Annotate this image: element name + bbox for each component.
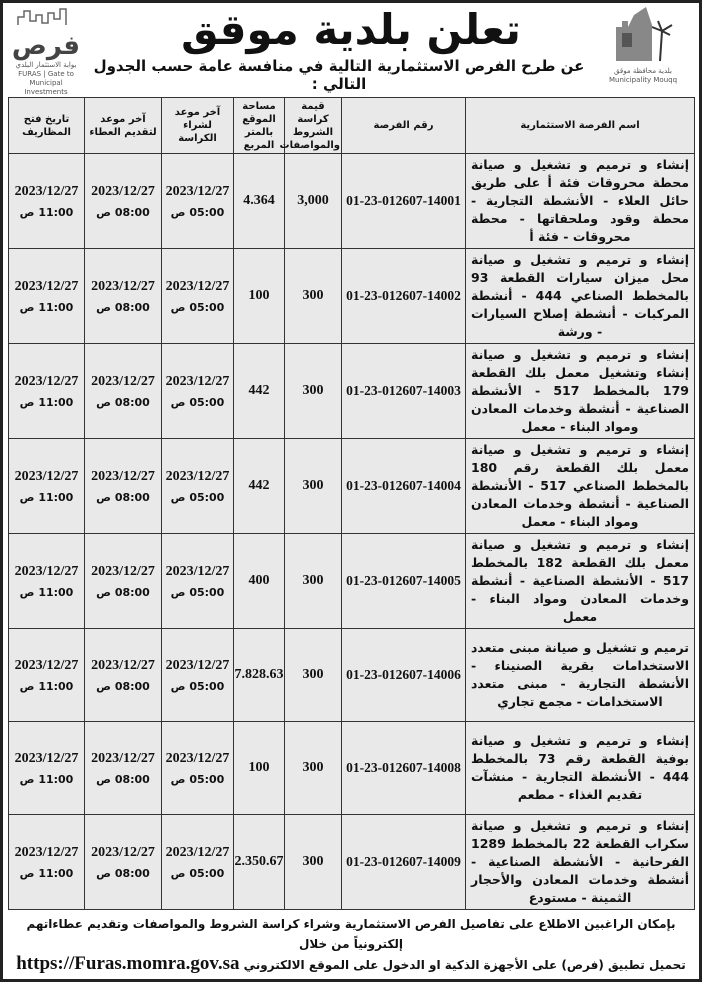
site-area: 100 (248, 760, 270, 775)
table-header-row (9, 98, 695, 154)
opportunity-name-cell (466, 249, 695, 344)
opening-date: 2023/12/27 (14, 468, 79, 484)
page-subtitle: عن طرح الفرص الاستثمارية التالية في منافسة عامة حسب الجدول التالي : (93, 57, 585, 93)
buy-deadline-cell (162, 249, 234, 344)
opportunity-name: إنشاء و ترميم و تشغيل و صيانة بوفية القطعة رقم 73 بالمخطط 444 - الأنشطة التجارية - منشآت تقديم الغذاء - مطعم (471, 733, 689, 802)
opportunity-number: 01-23-012607-14009 (346, 854, 461, 869)
municipality-logo-en: Municipality Mouqq (608, 76, 678, 84)
footer-line-1: بإمكان الراغبين الاطلاع على تفاصيل الفرص الاستثمارية وشراء كراسة الشروط والمواصفات وتقديم عطاءاتهم إلكترونياً من خلال (26, 917, 676, 951)
opening-date-cell (9, 534, 85, 629)
submit-deadline-date: 2023/12/27 (91, 563, 155, 579)
opening-time: 11:00 ص (19, 205, 74, 219)
opportunity-name-cell (466, 344, 695, 439)
opening-time: 11:00 ص (19, 300, 74, 314)
booklet-price: 300 (302, 573, 324, 588)
submit-deadline-time: 08:00 ص (96, 679, 150, 693)
buy-deadline-time: 05:00 ص (170, 300, 225, 314)
price-cell (285, 722, 342, 815)
opportunity-name: إنشاء و ترميم و تشغيل و صيانة محل ميزان سيارات القطعة 93 بالمخطط الصناعي 444 - أنشطة المركبات - أنشطة إصلاح السيارات - ورشة (471, 252, 689, 339)
opening-date: 2023/12/27 (14, 183, 79, 199)
opportunity-number: 01-23-012607-14004 (346, 478, 461, 493)
site-area: 4.364 (243, 193, 275, 208)
booklet-price: 300 (302, 288, 324, 303)
opening-time: 11:00 ص (19, 395, 74, 409)
submit-deadline-cell (85, 249, 162, 344)
site-area: 442 (248, 478, 270, 493)
submit-deadline-time: 08:00 ص (96, 205, 150, 219)
submit-deadline-time: 08:00 ص (96, 585, 150, 599)
price-cell (285, 439, 342, 534)
footer-line-2-text: تحميل تطبيق (فرص) على الأجهزة الذكية او الدخول على الموقع الالكتروني (243, 958, 686, 972)
opening-date-cell (9, 344, 85, 439)
buy-deadline-time: 05:00 ص (170, 395, 225, 409)
buy-deadline-date: 2023/12/27 (165, 468, 230, 484)
table-row (9, 439, 695, 534)
opening-date-cell (9, 439, 85, 534)
buy-deadline-time: 05:00 ص (170, 205, 225, 219)
site-area: 2.350.67 (234, 854, 284, 869)
opportunity-name-cell (466, 154, 695, 249)
page-header (3, 3, 699, 97)
submit-deadline-date: 2023/12/27 (91, 183, 155, 199)
opportunity-name: إنشاء و ترميم و تشغيل و صيانة إنشاء وتشغيل معمل بلك القطعة 179 بالمخطط 517 - الأنشطة الصناعية - أنشطة وخدمات المعادن ومواد البناء - معمل (471, 347, 689, 434)
table-row (9, 344, 695, 439)
municipality-logo (591, 5, 695, 93)
opening-date-cell (9, 815, 85, 910)
table-row (9, 249, 695, 344)
area-cell (234, 249, 285, 344)
price-cell (285, 154, 342, 249)
buy-deadline-date: 2023/12/27 (165, 373, 230, 389)
opportunity-name: ترميم و تشغيل و صيانة مبنى متعدد الاستخدامات بقرية الصنيناء - الأنشطة التجارية - مبنى متعدد الاستخدامات - مجمع تجاري (471, 640, 689, 709)
price-cell (285, 344, 342, 439)
opportunity-number: 01-23-012607-14003 (346, 383, 461, 398)
buy-deadline-date: 2023/12/27 (165, 750, 230, 766)
opening-date: 2023/12/27 (14, 278, 79, 294)
opportunity-number-cell (342, 344, 466, 439)
opportunity-number: 01-23-012607-14008 (346, 760, 461, 775)
buy-deadline-cell (162, 722, 234, 815)
price-cell (285, 629, 342, 722)
opportunity-name: إنشاء و ترميم و تشغيل و صيانة سكراب القطعة 22 بالمخطط 1289 الفرحانية - الأنشطة الصناعية - أنشطة وخدمات المعادن والأحجار الثمينة - مستودع (471, 818, 689, 905)
opening-date: 2023/12/27 (14, 750, 79, 766)
opportunity-number-cell (342, 249, 466, 344)
booklet-price: 300 (302, 667, 324, 682)
submit-deadline-time: 08:00 ص (96, 395, 150, 409)
submit-deadline-cell (85, 629, 162, 722)
table-row (9, 154, 695, 249)
opening-date-cell (9, 629, 85, 722)
opening-date: 2023/12/27 (14, 373, 79, 389)
opening-time: 11:00 ص (19, 585, 74, 599)
col-header-buy-deadline: آخر موعد لشراء الكراسة (162, 98, 234, 154)
price-cell (285, 249, 342, 344)
submit-deadline-date: 2023/12/27 (91, 278, 155, 294)
submit-deadline-time: 08:00 ص (96, 772, 150, 786)
furas-logo-en: FURAS | Gate to Municipal Investments (18, 70, 74, 96)
opportunity-name-cell (466, 629, 695, 722)
submit-deadline-cell (85, 815, 162, 910)
submit-deadline-date: 2023/12/27 (91, 750, 155, 766)
buy-deadline-time: 05:00 ص (170, 490, 225, 504)
area-cell (234, 534, 285, 629)
opening-time: 11:00 ص (19, 490, 74, 504)
site-area: 400 (248, 573, 270, 588)
page-title: تعلن بلدية موقق (181, 5, 521, 54)
opening-date: 2023/12/27 (14, 844, 79, 860)
col-header-area: مساحة الموقع بالمتر المربع (234, 98, 285, 154)
buy-deadline-date: 2023/12/27 (165, 657, 230, 673)
col-header-submit-deadline: آخر موعد لتقديم العطاء (85, 98, 162, 154)
opportunity-number-cell (342, 629, 466, 722)
booklet-price: 300 (302, 854, 324, 869)
opening-date-cell (9, 722, 85, 815)
submit-deadline-date: 2023/12/27 (91, 844, 155, 860)
opening-time: 11:00 ص (19, 866, 74, 880)
skyline-icon (16, 7, 76, 27)
opportunity-number: 01-23-012607-14002 (346, 288, 461, 303)
opening-time: 11:00 ص (19, 772, 74, 786)
buy-deadline-date: 2023/12/27 (165, 183, 230, 199)
opportunity-number: 01-23-012607-14005 (346, 573, 461, 588)
opportunity-number-cell (342, 154, 466, 249)
buy-deadline-time: 05:00 ص (170, 866, 225, 880)
opportunity-number: 01-23-012607-14001 (346, 193, 461, 208)
area-cell (234, 815, 285, 910)
booklet-price: 300 (302, 478, 324, 493)
buy-deadline-time: 05:00 ص (170, 585, 225, 599)
submit-deadline-date: 2023/12/27 (91, 657, 155, 673)
area-cell (234, 154, 285, 249)
booklet-price: 3,000 (297, 193, 329, 208)
submit-deadline-time: 08:00 ص (96, 490, 150, 504)
col-header-number: رقم الفرصة (342, 98, 466, 154)
site-area: 7.828.63 (234, 667, 284, 682)
opportunity-name-cell (466, 815, 695, 910)
opportunity-name-cell (466, 534, 695, 629)
opportunity-name: إنشاء و ترميم و تشغيل و صيانة معمل بلك القطعة رقم 180 بالمخطط الصناعي 517 - الأنشطة الصناعية - أنشطة وخدمات المعادن ومواد البناء - معمل (471, 442, 690, 529)
opportunity-number-cell (342, 534, 466, 629)
price-cell (285, 534, 342, 629)
castle-palm-emblem-icon (608, 5, 678, 63)
furas-website-link[interactable]: https://Furas.momra.gov.sa (16, 953, 240, 974)
buy-deadline-cell (162, 629, 234, 722)
buy-deadline-time: 05:00 ص (170, 679, 225, 693)
submit-deadline-cell (85, 154, 162, 249)
opportunity-name-cell (466, 439, 695, 534)
furas-logo-name: فرص (11, 31, 81, 61)
opening-date-cell (9, 249, 85, 344)
submit-deadline-cell (85, 722, 162, 815)
area-cell (234, 439, 285, 534)
opportunity-number: 01-23-012607-14006 (346, 667, 461, 682)
furas-logo (7, 7, 85, 96)
buy-deadline-date: 2023/12/27 (165, 844, 230, 860)
price-cell (285, 815, 342, 910)
footer-notice (3, 910, 699, 979)
opportunity-number-cell (342, 722, 466, 815)
col-header-price: قيمة كراسة الشروط والمواصفات (285, 98, 342, 154)
site-area: 100 (248, 288, 270, 303)
table-row (9, 722, 695, 815)
submit-deadline-cell (85, 439, 162, 534)
area-cell (234, 344, 285, 439)
opening-date: 2023/12/27 (14, 563, 79, 579)
opportunity-name-cell (466, 722, 695, 815)
opportunities-table (8, 97, 695, 910)
buy-deadline-time: 05:00 ص (170, 772, 225, 786)
submit-deadline-date: 2023/12/27 (91, 373, 155, 389)
col-header-opening-date: تاريخ فتح المظاريف (9, 98, 85, 154)
buy-deadline-date: 2023/12/27 (165, 278, 230, 294)
opportunity-name: إنشاء و ترميم و تشغيل و صيانة محطة محروقات فئة أ على طريق حائل العلاء - الأنشطة التجارية - محطة وقود وملحقاتها - محطة محروقات - فئة أ (471, 157, 689, 244)
buy-deadline-cell (162, 439, 234, 534)
area-cell (234, 629, 285, 722)
booklet-price: 300 (302, 760, 324, 775)
col-header-name: اسم الفرصة الاستثمارية (466, 98, 695, 154)
buy-deadline-cell (162, 534, 234, 629)
opening-date-cell (9, 154, 85, 249)
opportunity-number-cell (342, 439, 466, 534)
opening-date: 2023/12/27 (14, 657, 79, 673)
submit-deadline-time: 08:00 ص (96, 866, 150, 880)
buy-deadline-date: 2023/12/27 (165, 563, 230, 579)
booklet-price: 300 (302, 383, 324, 398)
buy-deadline-cell (162, 154, 234, 249)
table-row (9, 815, 695, 910)
buy-deadline-cell (162, 815, 234, 910)
submit-deadline-time: 08:00 ص (96, 300, 150, 314)
submit-deadline-cell (85, 534, 162, 629)
buy-deadline-cell (162, 344, 234, 439)
opening-time: 11:00 ص (19, 679, 74, 693)
submit-deadline-cell (85, 344, 162, 439)
opportunity-number-cell (342, 815, 466, 910)
site-area: 442 (248, 383, 270, 398)
furas-logo-ar: بوابة الاستثمار البلدي (15, 61, 77, 69)
opportunity-name: إنشاء و ترميم و تشغيل و صيانة معمل بلك القطعة 182 بالمخطط 517 - الأنشطة الصناعية - أنشطة وخدمات المعادن ومواد البناء - معمل (471, 537, 689, 624)
submit-deadline-date: 2023/12/27 (91, 468, 155, 484)
municipality-logo-ar: بلدية محافظة موقق (614, 67, 672, 75)
table-row (9, 629, 695, 722)
footer-line-2 (9, 954, 693, 975)
area-cell (234, 722, 285, 815)
table-row (9, 534, 695, 629)
